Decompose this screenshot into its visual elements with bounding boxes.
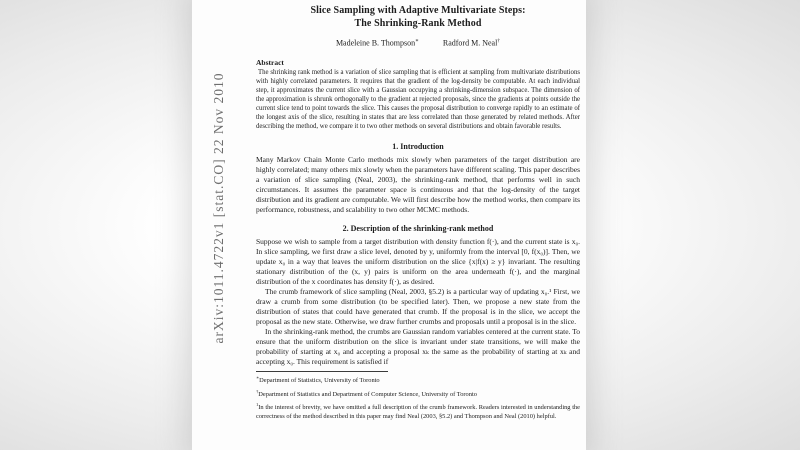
paper-text-column xyxy=(256,0,580,421)
footnote-affiliation-neal xyxy=(256,388,580,399)
paper-title-line2: The Shrinking-Rank Method xyxy=(354,17,482,29)
author-thompson xyxy=(336,38,419,48)
author-neal-mark: † xyxy=(497,38,501,44)
footnote-crumb-framework xyxy=(256,401,580,421)
section-heading-method: 2. Description of the shrinking-rank method xyxy=(342,224,494,234)
abstract-text: The shrinking rank method is a variation of slice sampling that is efficient at sampling from multivariate distributions with highly correlated parameters. It requires that the gradient of the log-density be computable. At each individual step, it approximates the current slice with a Gaussian occupying a shrinking-dimension subspace. The dimension of the approximation is shrunk orthogonally to the gradient at rejected proposals, since the gradients at points outside the current slice tend to point towards the slice. This causes the proposal distribution to converge rapidly to an estimate of the longest axis of the slice, resulting in states that are less correlated than those generated by related methods. After describing the method, we compare it to two other methods on several distributions and obtain favorable results. xyxy=(256,68,580,131)
author-thompson-mark: ∗ xyxy=(415,38,419,44)
introduction-paragraph: Many Markov Chain Monte Carlo methods mix slowly when parameters of the target distribution are highly correlated; many others mix slowly when the parameters have different scaling. This paper describes a variation of slice sampling (Neal, 2003), the shrinking-rank method, that performs well in such circumstances. It assumes the parameter space is continuous and that the log-density of the target distribution and its gradient are computable. We will first describe how the method works, then compare its performance, robustness, and scalability to two other MCMC methods. xyxy=(256,155,580,215)
arxiv-watermark: arXiv:1011.4722v1 [stat.CO] 22 Nov 2010 xyxy=(211,72,226,344)
footnote-text-neal: Department of Statistics and Department of Computer Science, University of Toronto xyxy=(258,390,477,398)
paper-content-layer xyxy=(192,0,586,450)
method-paragraph-2: The crumb framework of slice sampling (Neal, 2003, §5.2) is a particular way of updating x₀.¹ First, we draw a crumb from some distribution (to be specified later). Then, we propose a new state from the distribution of states that could have generated that crumb. If the proposal is in the slice, we accept the proposal as the new state. Otherwise, we draw further crumbs and proposals until a proposal is in the slice. xyxy=(256,287,580,327)
footnote-text-crumb: In the interest of brevity, we have omitted a full description of the crumb framework. Readers interested in understanding the correctness of the method described in this paper may find Neal (2003, §5.2) and Thompson and Neal (2010) helpful. xyxy=(256,404,580,420)
paper-title xyxy=(256,5,580,30)
author-neal xyxy=(443,38,500,48)
author-neal-name: Radford M. Neal xyxy=(442,38,498,48)
author-row xyxy=(256,38,580,48)
abstract-heading: Abstract xyxy=(256,57,284,67)
footnote-mark-asterisk: ∗ xyxy=(256,375,260,381)
footnote-text-thompson: Department of Statistics, University of Toronto xyxy=(259,377,380,385)
footnote-rule xyxy=(256,371,388,372)
section-heading-introduction: 1. Introduction xyxy=(392,142,444,152)
author-thompson-name: Madeleine B. Thompson xyxy=(335,38,416,48)
footnote-mark-1: 1 xyxy=(256,402,259,408)
method-paragraph-3: In the shrinking-rank method, the crumbs are Gaussian random variables centered at the current state. To ensure that the uniform distribution on the slice is invariant under state transitions, we will make the probability of starting at x₀ and accepting a proposal xₖ the same as the probability of starting at xₖ and accepting x₀. This requirement is satisfied if xyxy=(256,327,580,367)
paper-title-line1: Slice Sampling with Adaptive Multivariate Steps: xyxy=(310,5,526,16)
method-paragraph-1: Suppose we wish to sample from a target distribution with density function f(·), and the current state is x₀. In slice sampling, we first draw a slice level, denoted by y, uniformly from the interval [0, f(x₀)]. Then, we update x₀ in a way that leaves the uniform distribution on the slice {x|f(x) ≥ y} invariant. The resulting stationary distribution of the (x, y) pairs is uniform on the area underneath f(·), and the marginal distribution of the x coordinates has density f(·), as desired. xyxy=(256,237,580,287)
footnote-affiliation-thompson xyxy=(256,374,580,385)
footnote-mark-dagger: † xyxy=(256,388,259,394)
